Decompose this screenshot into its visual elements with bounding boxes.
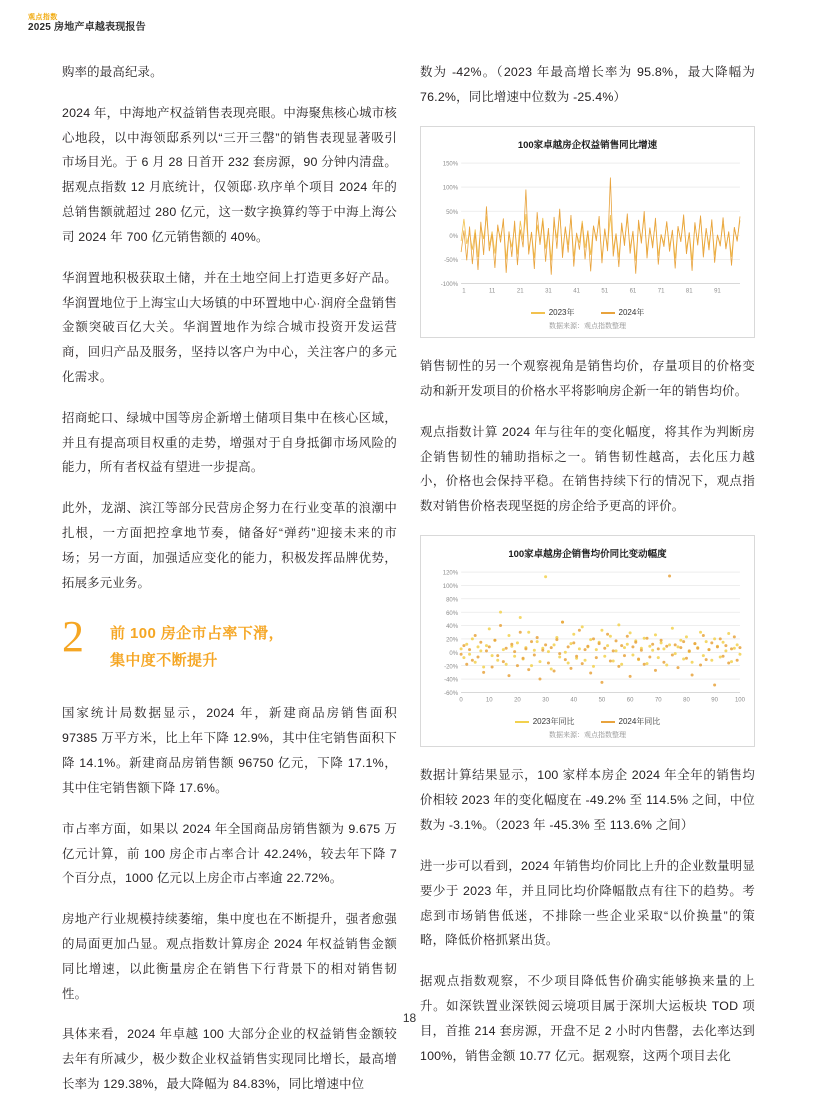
paragraph: 据观点指数观察，不少项目降低售价确实能够换来量的上升。如深铁置业深铁阅云境项目属于深圳大运板块 TOD 项目，首推 214 套房源，开盘不足 2 小时内售罄，去化率达到 100%，销售金额 10.77 亿元。据观察，这两个项目去化 bbox=[420, 974, 755, 1063]
svg-text:90: 90 bbox=[711, 697, 718, 704]
svg-text:10: 10 bbox=[485, 697, 493, 704]
paragraph: 销售韧性的另一个观察视角是销售均价，存量项目的价格变动和新开发项目的价格水平将影响房企新一年的销售均价。 bbox=[420, 359, 755, 398]
svg-text:-60%: -60% bbox=[444, 690, 459, 697]
svg-text:61: 61 bbox=[629, 288, 637, 295]
svg-text:100%: 100% bbox=[442, 185, 459, 192]
paragraph: 国家统计局数据显示，2024 年，新建商品房销售面积 97385 万平方米，比上年下降 12.9%，其中住宅销售面积下降 14.1%。新建商品房销售额 96750 亿元，下降 17.1%，其中住宅销售额下降 17.6%。 bbox=[62, 706, 397, 795]
report-logo bbox=[28, 14, 146, 34]
svg-text:40: 40 bbox=[570, 697, 578, 704]
legend-swatch bbox=[601, 721, 615, 723]
svg-text:-20%: -20% bbox=[444, 664, 459, 671]
section-title-line1: 前 100 房企市占率下滑， bbox=[110, 625, 284, 643]
svg-text:150%: 150% bbox=[442, 161, 459, 168]
logo-brand-main: 2025 房地产卓越表现报告 bbox=[28, 22, 146, 34]
svg-text:1: 1 bbox=[462, 288, 466, 295]
chart-price-change bbox=[420, 535, 755, 747]
svg-text:120%: 120% bbox=[442, 570, 459, 577]
chart-growth-rate bbox=[420, 126, 755, 338]
page-body bbox=[0, 60, 819, 1091]
paragraph: 招商蛇口、绿城中国等房企新增土储项目集中在核心区域，并且有提高项目权重的走势，增强对于自身抵御市场风险的能力，所有者权益有望进一步提高。 bbox=[62, 410, 397, 475]
legend-label: 2024年 bbox=[618, 308, 645, 318]
svg-text:40%: 40% bbox=[446, 624, 459, 631]
svg-text:80%: 80% bbox=[446, 597, 459, 604]
legend-swatch bbox=[601, 312, 615, 314]
paragraph: 华润置地积极获取土储，并在土地空间上打造更多好产品。华润置地位于上海宝山大场镇的中环置地中心·润府全盘销售金额突破百亿大关。华润置地作为综合城市投资开发运营商，回归产品及服务，坚持以客户为中心，关注客户的多元化需求。 bbox=[62, 270, 397, 384]
logo-brand-top: 观点指数 bbox=[28, 14, 58, 21]
svg-text:31: 31 bbox=[545, 288, 552, 295]
svg-text:21: 21 bbox=[516, 288, 524, 295]
svg-text:20%: 20% bbox=[446, 637, 459, 644]
svg-text:100: 100 bbox=[734, 697, 745, 704]
chart-source: 数据来源：观点指数整理 bbox=[549, 732, 626, 740]
svg-text:0: 0 bbox=[459, 697, 463, 704]
svg-text:0%: 0% bbox=[449, 650, 459, 657]
legend-item bbox=[601, 716, 661, 727]
svg-text:100%: 100% bbox=[442, 583, 459, 590]
svg-text:60: 60 bbox=[626, 697, 634, 704]
paragraph: 观点指数计算 2024 年与往年的变化幅度，将其作为判断房企销售韧性的辅助指标之一。销售韧性越高，去化压力越小，价格也会保持平稳。在销售持续下行的情况下，观点指数对销售价格表现坚挺的房企给予更高的评价。 bbox=[420, 424, 755, 514]
paragraph: 房地产行业规模持续萎缩，集中度也在不断提升，强者愈强的局面更加凸显。观点指数计算房企 2024 年权益销售金额同比增速，以此衡量房企在销售下行背景下的相对销售韧性。 bbox=[62, 912, 397, 1001]
svg-text:41: 41 bbox=[573, 288, 580, 295]
paragraph: 具体来看，2024 年卓越 100 大部分企业的权益销售金额较去年有所减少，极少数企业权益销售实现同比增长，最高增长率为 129.38%，最大降幅为 84.83%，同比增速中位 bbox=[62, 1027, 397, 1091]
right-column bbox=[420, 60, 755, 1084]
header-divider bbox=[0, 52, 819, 53]
legend-swatch bbox=[515, 721, 529, 723]
svg-text:20: 20 bbox=[514, 697, 521, 704]
chart-source: 数据来源：观点指数整理 bbox=[549, 323, 626, 331]
paragraph: 数据计算结果显示，100 家样本房企 2024 年全年的销售均价相较 2023 年的变化幅度在 -49.2% 至 114.5% 之间，中位数为 -3.1%。（2023 年 -45.3% 至 113.6% 之间） bbox=[420, 768, 755, 833]
legend-item bbox=[601, 307, 645, 318]
chart-plot-area bbox=[427, 155, 748, 305]
chart-legend bbox=[427, 307, 748, 318]
svg-text:81: 81 bbox=[685, 288, 693, 295]
svg-text:71: 71 bbox=[657, 288, 665, 295]
section-title-line2: 集中度不断提升 bbox=[110, 651, 218, 669]
legend-item bbox=[531, 307, 575, 318]
svg-text:91: 91 bbox=[714, 288, 721, 295]
svg-text:51: 51 bbox=[601, 288, 609, 295]
svg-text:-100%: -100% bbox=[440, 281, 459, 288]
svg-text:60%: 60% bbox=[446, 610, 459, 617]
legend-label: 2023年 bbox=[548, 308, 575, 318]
paragraph: 进一步可以看到，2024 年销售均价同比上升的企业数量明显要少于 2023 年，并且同比均价降幅散点有往下的趋势。考虑到市场销售低迷，不排除一些企业采取“以价换量”的策略，降低价格抓紧出货。 bbox=[420, 858, 755, 948]
chart-legend bbox=[427, 716, 748, 727]
legend-label: 2023年同比 bbox=[532, 717, 575, 727]
section-number: 2 bbox=[62, 612, 84, 662]
chart-title: 100家卓越房企销售均价同比变动幅度 bbox=[508, 548, 667, 560]
paragraph: 市占率方面，如果以 2024 年全国商品房销售额为 9.675 万亿元计算，前 100 房企市占率合计 42.24%，较去年下降 7 个百分点，1000 亿元以上房企市占率逾 22.72%。 bbox=[62, 821, 397, 886]
section-heading bbox=[62, 612, 397, 683]
paragraph: 此外，龙湖、滨江等部分民营房企努力在行业变革的浪潮中扎根，一方面把控拿地节奏，储备好“弹药”迎接未来的市场；另一方面，加强适应变化的能力，积极发挥品牌优势，拓展多元业务。 bbox=[62, 501, 397, 590]
chart-svg bbox=[427, 155, 748, 305]
svg-text:0%: 0% bbox=[449, 233, 459, 240]
legend-item bbox=[515, 716, 575, 727]
section-title bbox=[110, 621, 397, 674]
svg-text:30: 30 bbox=[542, 697, 549, 704]
svg-text:50: 50 bbox=[598, 697, 606, 704]
paragraph: 2024 年，中海地产权益销售表现亮眼。中海聚焦核心城市核心地段，以中海领邸系列以“三开三罄”的销售表现显著吸引市场目光。于 6 月 28 日首开 232 套房源，90 分钟内清盘。据观点指数 12 月底统计，仅领邸·玖序单个项目 2024 年的总销售额就超过 280 亿元，这一数字换算约等于中海上海公司 2024 年 700 亿元销售额的 40%。 bbox=[62, 105, 397, 244]
paragraph: 数为 -42%。（2023 年最高增长率为 95.8%，最大降幅为 76.2%，同比增速中位数为 -25.4%） bbox=[420, 65, 755, 104]
svg-text:11: 11 bbox=[488, 288, 496, 295]
svg-text:50%: 50% bbox=[446, 209, 459, 216]
chart-title: 100家卓越房企权益销售同比增速 bbox=[517, 139, 658, 151]
svg-text:70: 70 bbox=[654, 697, 662, 704]
svg-text:-40%: -40% bbox=[444, 677, 459, 684]
legend-swatch bbox=[531, 312, 545, 314]
page-number: 18 bbox=[402, 1011, 417, 1025]
chart-plot-area bbox=[427, 564, 748, 714]
legend-label: 2024年同比 bbox=[618, 717, 661, 727]
left-column bbox=[62, 60, 397, 1113]
chart-svg bbox=[427, 564, 748, 714]
page-header bbox=[0, 0, 819, 52]
paragraph: 购率的最高纪录。 bbox=[62, 65, 163, 79]
svg-text:-50%: -50% bbox=[444, 257, 459, 264]
svg-text:80: 80 bbox=[683, 697, 690, 704]
